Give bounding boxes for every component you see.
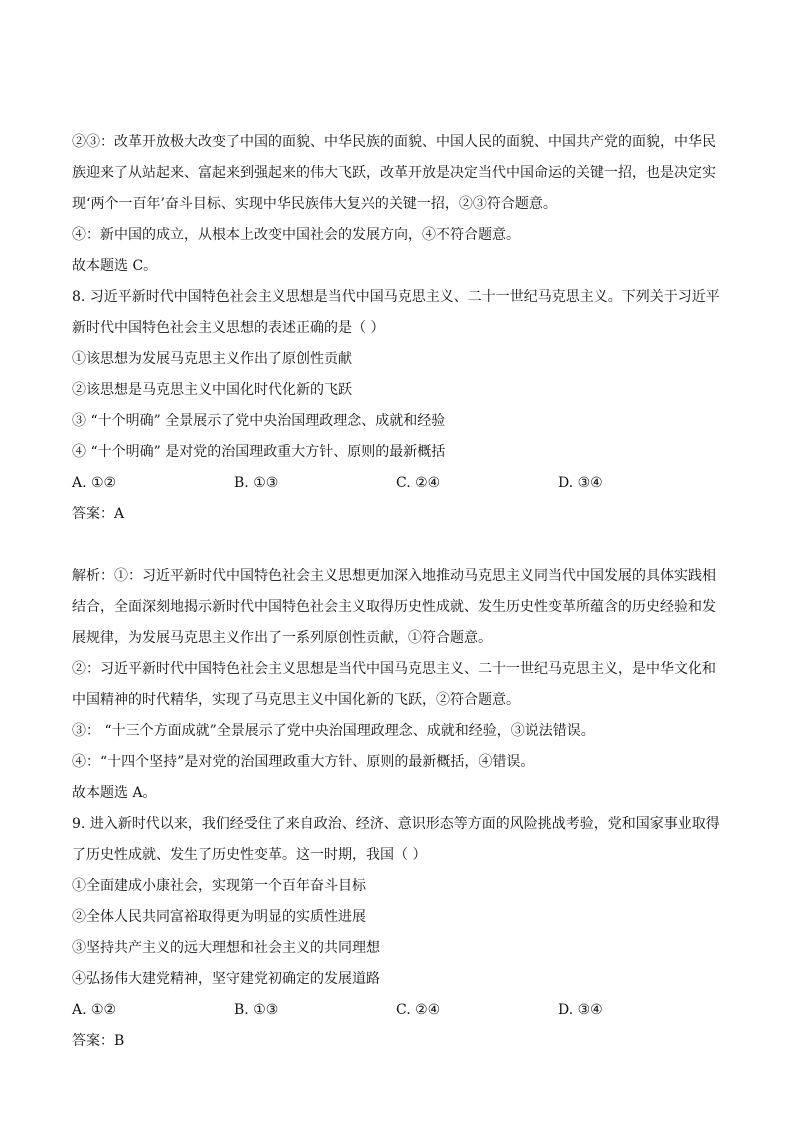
text-line: ②③：改革开放极大改变了中国的面貌、中华民族的面貌、中国人民的面貌、中国共产党的面貌，中华民 bbox=[72, 134, 716, 150]
question-8-analysis: 结合，全面深刻地揭示新时代中国特色社会主义取得历史性成就、发生历史性变革所蕴含的历史经验和发 bbox=[72, 599, 716, 615]
option-c: C. ②④ bbox=[396, 1002, 441, 1018]
question-8-analysis: 解析：①：习近平新时代中国特色社会主义思想更加深入地推动马克思主义同当代中国发展的具体实践相 bbox=[72, 568, 716, 584]
question-8-analysis: ④：“十四个坚持”是对党的治国理政重大方针、原则的最新概括，④错误。 bbox=[72, 754, 535, 770]
text-line: 族迎来了从站起来、富起来到强起来的伟大飞跃，改革开放是决定当代中国命运的关键一招，也是决定实 bbox=[72, 165, 716, 181]
question-8-item: ①该思想为发展马克思主义作出了原创性贡献 bbox=[72, 351, 352, 367]
question-8-answer: 答案：A bbox=[72, 506, 125, 522]
option-d: D. ③④ bbox=[558, 1002, 603, 1018]
question-9-item: ④弘扬伟大建党精神，坚守建党初确定的发展道路 bbox=[72, 971, 380, 987]
text-line: 现‘两个一百年’奋斗目标、实现中华民族伟大复兴的关键一招，②③符合题意。 bbox=[72, 196, 557, 212]
question-9-item: ②全体人民共同富裕取得更为明显的实质性进展 bbox=[72, 909, 366, 925]
option-b: B. ①③ bbox=[234, 475, 279, 491]
spacer bbox=[72, 530, 732, 561]
question-9-item: ①全面建成小康社会，实现第一个百年奋斗目标 bbox=[72, 878, 366, 894]
question-8-analysis: 故本题选 A。 bbox=[72, 785, 157, 801]
text-line: ④：新中国的成立，从根本上改变中国社会的发展方向，④不符合题意。 bbox=[72, 227, 520, 243]
question-8-stem: 8. 习近平新时代中国特色社会主义思想是当代中国马克思主义、二十一世纪马克思主义。下列关于习近平 bbox=[72, 289, 720, 305]
question-9-options bbox=[72, 995, 732, 1026]
question-9-stem: 9. 进入新时代以来，我们经受住了来自政治、经济、意识形态等方面的风险挑战考验，党和国家事业取得 bbox=[72, 816, 720, 832]
question-8-item: ②该思想是马克思主义中国化时代化新的飞跃 bbox=[72, 382, 352, 398]
question-8-item: ③ “十个明确” 全景展示了党中央治国理政理念、成就和经验 bbox=[72, 413, 446, 429]
question-8-item: ④ “十个明确” 是对党的治国理政重大方针、原则的最新概括 bbox=[72, 444, 446, 460]
question-8-stem: 新时代中国特色社会主义思想的表述正确的是（ ） bbox=[72, 320, 385, 336]
option-c: C. ②④ bbox=[396, 475, 441, 491]
question-9-item: ③坚持共产主义的远大理想和社会主义的共同理想 bbox=[72, 940, 380, 956]
question-8-analysis: ②：习近平新时代中国特色社会主义思想是当代中国马克思主义、二十一世纪马克思主义，是中华文化和 bbox=[72, 661, 716, 677]
question-8-options bbox=[72, 468, 732, 499]
option-b: B. ①③ bbox=[234, 1002, 279, 1018]
question-8-analysis: 展规律，为发展马克思主义作出了一系列原创性贡献，①符合题意。 bbox=[72, 630, 492, 646]
question-8-analysis: ③： “十三个方面成就”全景展示了党中央治国理政理念、成就和经验，③说法错误。 bbox=[72, 723, 595, 739]
option-a: A. ①② bbox=[72, 1002, 117, 1018]
question-9-answer: 答案：B bbox=[72, 1033, 125, 1049]
text-line: 故本题选 C。 bbox=[72, 258, 158, 274]
question-9-stem: 了历史性成就、发生了历史性变革。这一时期，我国（ ） bbox=[72, 847, 427, 863]
document-content bbox=[72, 127, 732, 1057]
option-d: D. ③④ bbox=[558, 475, 603, 491]
question-8-analysis: 中国精神的时代精华，实现了马克思主义中国化新的飞跃，②符合题意。 bbox=[72, 692, 520, 708]
option-a: A. ①② bbox=[72, 475, 117, 491]
